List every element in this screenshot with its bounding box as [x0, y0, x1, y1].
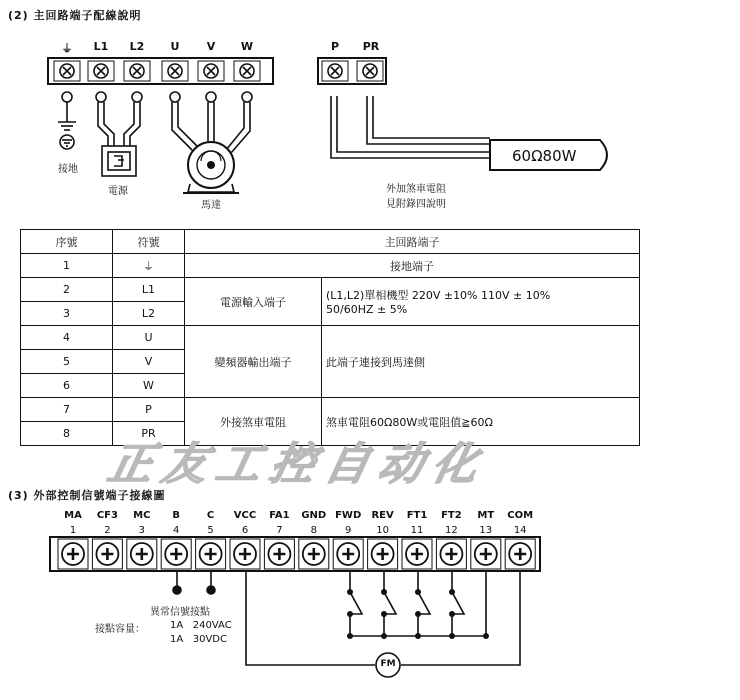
- control-terminal-name: MA: [64, 510, 82, 521]
- relay-caption: 異常信號接點: [150, 607, 210, 618]
- header-main: 主回路端子: [185, 230, 640, 254]
- section3-title: (3) 外部控制信號端子接線圖: [8, 489, 166, 502]
- section2-title: (2) 主回路端子配線說明: [8, 9, 142, 22]
- control-terminal-number: 6: [241, 525, 249, 536]
- control-terminal-name: FWD: [335, 510, 362, 521]
- row-symbol: L2: [113, 302, 185, 326]
- row-symbol: ⏚: [113, 254, 185, 278]
- row-no: 2: [21, 278, 113, 302]
- header-no: 序號: [21, 230, 113, 254]
- control-terminal-name: CF3: [96, 510, 118, 521]
- brake-desc: 煞車電阻60Ω80W或電阻值≧60Ω: [322, 398, 640, 446]
- brake-group: 外接煞車電阻: [185, 398, 322, 446]
- ground-desc: 接地端子: [185, 254, 640, 278]
- control-terminal-name: MT: [477, 510, 495, 521]
- row-symbol: U: [113, 326, 185, 350]
- row-symbol: PR: [113, 422, 185, 446]
- control-terminal-name: FT2: [441, 510, 462, 521]
- control-terminal-number: 9: [345, 525, 352, 536]
- relay-contact-wires: [173, 571, 215, 594]
- control-terminal-name: MC: [133, 510, 151, 521]
- control-terminal-number: 10: [376, 525, 389, 536]
- control-terminal-name: REV: [371, 510, 394, 521]
- control-terminal-number: 2: [104, 525, 111, 536]
- fm-loop-wires: [246, 571, 520, 665]
- control-terminal-number: 3: [138, 525, 145, 536]
- control-terminal-name: COM: [507, 510, 534, 521]
- input-switches: [350, 571, 486, 636]
- control-terminal-name: GND: [301, 510, 327, 521]
- power-group: 電源輸入端子: [185, 278, 322, 326]
- control-terminal-number: 12: [445, 525, 458, 536]
- resistor-caption-1: 外加煞車電阻: [386, 184, 446, 195]
- control-terminal-number: 11: [410, 525, 424, 536]
- row-no: 5: [21, 350, 113, 374]
- contact-line2: 1A 30VDC: [170, 634, 227, 645]
- contact-line1: 1A 240VAC: [170, 620, 232, 631]
- motor-caption: 馬達: [201, 200, 221, 211]
- control-terminal-name: B: [172, 510, 180, 521]
- row-no: 4: [21, 326, 113, 350]
- resistor-caption-2: 見附錄四說明: [386, 199, 446, 210]
- row-symbol: V: [113, 350, 185, 374]
- control-terminal-number: 13: [479, 525, 493, 536]
- output-desc: 此端子連接到馬達側: [322, 326, 640, 398]
- control-terminal-name: C: [206, 510, 215, 521]
- watermark: 正友工控自动化: [103, 439, 493, 490]
- power-desc-line2: 50/60HZ ± 5%: [326, 303, 408, 316]
- control-terminal-number: 1: [69, 525, 77, 536]
- row-no: 7: [21, 398, 113, 422]
- header-symbol: 符號: [113, 230, 185, 254]
- control-terminal-name: FA1: [269, 510, 290, 521]
- terminal-label-l1: L1: [93, 40, 109, 53]
- control-terminal-number: 7: [276, 525, 283, 536]
- terminal-label-ground: ⏚: [61, 42, 73, 55]
- control-terminal-number: 14: [513, 525, 527, 536]
- row-no: 6: [21, 374, 113, 398]
- control-terminal-name: FT1: [406, 510, 428, 521]
- fm-label: FM: [380, 659, 396, 669]
- control-terminal-name: VCC: [233, 510, 257, 521]
- row-no: 8: [21, 422, 113, 446]
- control-terminal-number: 5: [207, 525, 214, 536]
- ground-caption: 接地: [58, 164, 78, 175]
- contact-label: 接點容量：: [95, 624, 145, 635]
- power-caption: 電源: [108, 186, 128, 197]
- terminal-label-v: V: [206, 40, 216, 53]
- output-group: 變頻器輸出端子: [185, 326, 322, 398]
- row-symbol: P: [113, 398, 185, 422]
- terminal-label-pr: PR: [362, 40, 380, 53]
- control-terminal-number: 8: [310, 525, 317, 536]
- terminal-label-u: U: [170, 40, 180, 53]
- row-no: 1: [21, 254, 113, 278]
- terminal-label-p: P: [330, 40, 340, 53]
- terminal-label-l2: L2: [129, 40, 145, 53]
- power-desc-line1: (L1,L2)單相機型 220V ±10% 110V ± 10%: [326, 289, 551, 302]
- row-symbol: L1: [113, 278, 185, 302]
- control-terminal-number: 4: [173, 525, 180, 536]
- row-symbol: W: [113, 374, 185, 398]
- row-no: 3: [21, 302, 113, 326]
- terminal-label-w: W: [240, 40, 254, 53]
- resistor-value: 60Ω80W: [512, 147, 577, 165]
